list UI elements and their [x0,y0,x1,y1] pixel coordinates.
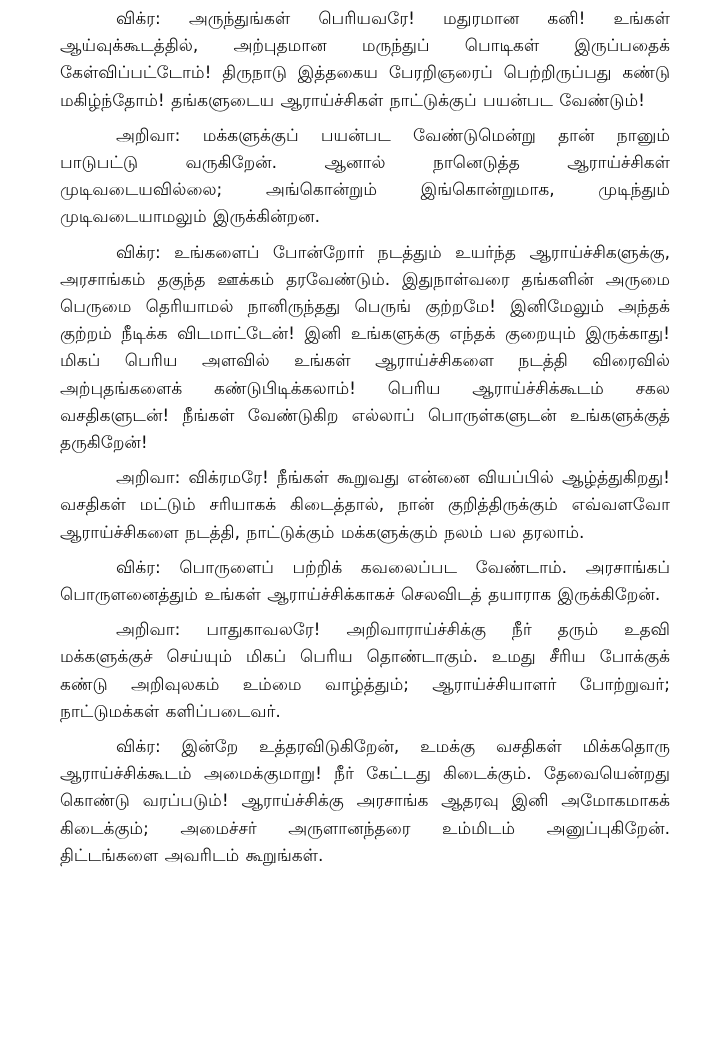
speaker-label: விக்ர: [116,557,161,578]
speaker-label: விக்ர: [116,242,161,263]
dialogue-paragraph [60,123,670,232]
speaker-label: விக்ர: [116,737,161,758]
dialogue-line: உங்களைப் போன்றோர் நடத்தும் உயர்ந்த ஆராய்ச்சிகளுக்கு, அரசாங்கம் தகுந்த ஊக்கம் தரவேண்டும். இதுநாள்வரை தங்களின் அருமை பெருமை தெரியாமல் நானிருந்தது பெருங் குற்றமே! இனிமேலும் அந்தக் குற்றம் நீடிக்க விடமாட்டேன்! இனி உங்களுக்கு எந்தக் குறையும் இருக்காது! மிகப் பெரிய அளவில் உங்கள் ஆராய்ச்சிகளை நடத்தி விரைவில் அற்புதங்களைக் கண்டுபிடிக்கலாம்! பெரிய ஆராய்ச்சிக்கூடம் சகல வசதிகளுடன்! நீங்கள் வேண்டுகிற எல்லாப் பொருள்களுடன் உங்களுக்குத் தருகிறேன்! [60,242,670,454]
dialogue-line: இன்றே உத்தரவிடுகிறேன், உமக்கு வசதிகள் மிக்கதொரு ஆராய்ச்சிக்கூடம் அமைக்குமாறு! நீர் கேட்டது கிடைக்கும். தேவையென்றது கொண்டு வரப்படும்! ஆராய்ச்சிக்கு அரசாங்க ஆதரவு இனி அமோகமாகக் கிடைக்கும்; அமைச்சர் அருளானந்தரை உம்மிடம் அனுப்புகிறேன். திட்டங்களை அவரிடம் கூறுங்கள். [60,737,670,866]
dialogue-paragraph [60,6,670,115]
dialogue-line: பொருளைப் பற்றிக் கவலைப்பட வேண்டாம். அரசாங்கப் பொருளனைத்தும் உங்கள் ஆராய்ச்சிக்காகச் செலவிடத் தயாராக இருக்கிறேன். [60,557,670,606]
dialogue-paragraph [60,240,670,458]
dialogue-text [60,6,670,878]
dialogue-line: பாதுகாவலரே! அறிவாராய்ச்சிக்கு நீர் தரும் உதவி மக்களுக்குச் செய்யும் மிகப் பெரிய தொண்டாகும். உமது சீரிய போக்குக் கண்டு அறிவுலகம் உம்மை வாழ்த்தும்; ஆராய்ச்சியாளர் போற்றுவர்; நாட்டுமக்கள் களிப்படைவர். [60,620,670,722]
dialogue-line: மக்களுக்குப் பயன்பட வேண்டுமென்று தான் நானும் பாடுபட்டு வருகிறேன். ஆனால் நானெடுத்த ஆராய்ச்சிகள் முடிவடையவில்லை; அங்கொன்றும் இங்கொன்றுமாக, முடிந்தும் முடிவடையாமலும் இருக்கின்றன. [60,125,670,228]
dialogue-line: அருந்துங்கள் பெரியவரே! மதுரமான கனி! உங்கள் ஆய்வுக்கூடத்தில், அற்புதமான மருந்துப் பொடிகள் இருப்பதைக் கேள்விப்பட்டோம்! திருநாடு இத்தகைய பேரறிஞரைப் பெற்றிருப்பது கண்டு மகிழ்ந்தோம்! தங்களுடைய ஆராய்ச்சிகள் நாட்டுக்குப் பயன்பட வேண்டும்! [60,9,671,111]
speaker-label: அறிவா: [116,125,181,146]
speaker-label: விக்ர: [116,9,161,29]
dialogue-paragraph [60,734,670,870]
dialogue-paragraph [60,617,670,726]
dialogue-paragraph [60,465,670,547]
dialogue-paragraph [60,555,670,609]
speaker-label: அறிவா: [116,620,181,641]
dialogue-line: விக்ரமரே! நீங்கள் கூறுவது என்னை வியப்பில் ஆழ்த்துகிறது! வசதிகள் மட்டும் சரியாகக் கிடைத்தால், நான் குறித்திருக்கும் எவ்வளவோ ஆராய்ச்சிகளை நடத்தி, நாட்டுக்கும் மக்களுக்கும் நலம் பல தரலாம். [60,468,670,543]
speaker-label: அறிவா: [116,468,181,489]
